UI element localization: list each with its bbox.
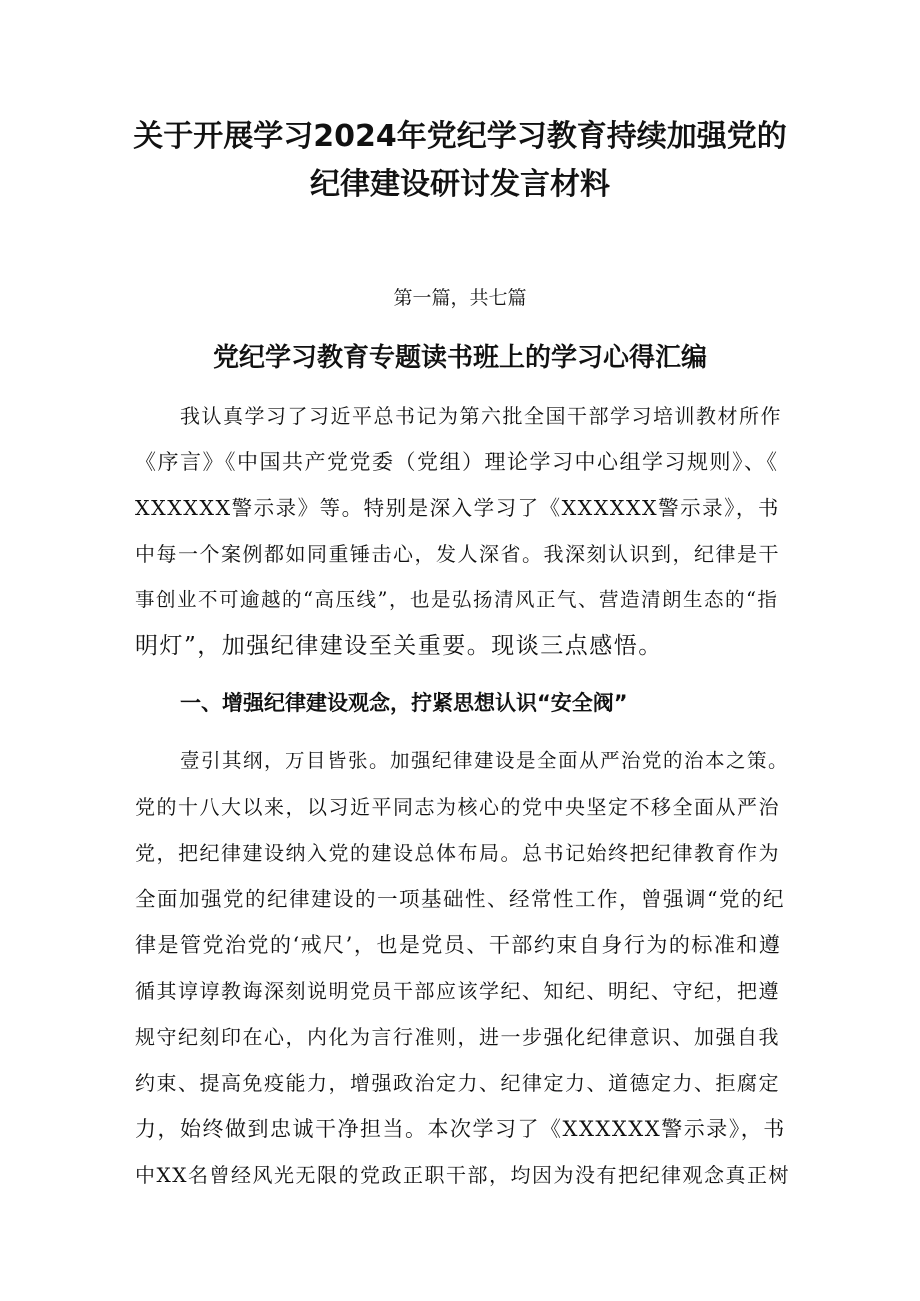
subheading-1: 一、增强纪律建设观念，拧紧思想认识“安全阀” [180, 691, 628, 715]
paragraph-line: 党，把纪律建设纳入党的建设总体布局。总书记始终把纪律教育作为 [135, 841, 780, 865]
paragraph-line: 党的十八大以来，以习近平同志为核心的党中央坚定不移全面从严治 [135, 795, 780, 819]
paragraph-line: 事创业不可逾越的“高压线”，也是弘扬清风正气、营造清朗生态的“指 [135, 588, 779, 611]
section-title: 党纪学习教育专题读书班上的学习心得汇编 [212, 343, 707, 373]
paragraph-line: 中XX名曾经风光无限的党政正职干部，均因为没有把纪律观念真正树 [135, 1163, 790, 1187]
part-label: 第一篇，共七篇 [393, 287, 527, 309]
document-title-line-2: 纪律建设研讨发言材料 [310, 167, 610, 202]
paragraph-line: 中每一个案例都如同重锤击心，发人深省。我深刻认识到，纪律是干 [135, 542, 780, 566]
paragraph-line: 壹引其纲，万目皆张。加强纪律建设是全面从严治党的治本之策。 [180, 749, 790, 772]
paragraph-line: 力，始终做到忠诚干净担当。本次学习了《XXXXXX警示录》，书 [135, 1117, 786, 1141]
paragraph-line: 《序言》《中国共产党党委（党组）理论学习中心组学习规则》、《 [135, 450, 779, 474]
paragraph-line: 我认真学习了习近平总书记为第六批全国干部学习培训教材所作 [180, 404, 782, 428]
document-title-line-1: 关于开展学习2024年党纪学习教育持续加强党的 [133, 119, 787, 154]
paragraph-line: 明灯”，加强纪律建设至关重要。现谈三点感悟。 [135, 633, 663, 659]
paragraph-line: 约束、提高免疫能力，增强政治定力、纪律定力、道德定力、拒腐定 [135, 1071, 780, 1095]
paragraph-line: 循其谆谆教诲深刻说明党员干部应该学纪、知纪、明纪、守纪，把遵 [135, 979, 780, 1003]
paragraph-line: XXXXXX警示录》等。特别是深入学习了《XXXXXX警示录》，书 [135, 496, 780, 520]
paragraph-line: 律是管党治党的‘戒尺’，也是党员、干部约束自身行为的标准和遵 [135, 933, 782, 957]
paragraph-line: 全面加强党的纪律建设的一项基础性、经常性工作，曾强调“党的纪 [135, 887, 785, 911]
paragraph-line: 规守纪刻印在心，内化为言行准则，进一步强化纪律意识、加强自我 [135, 1025, 780, 1049]
